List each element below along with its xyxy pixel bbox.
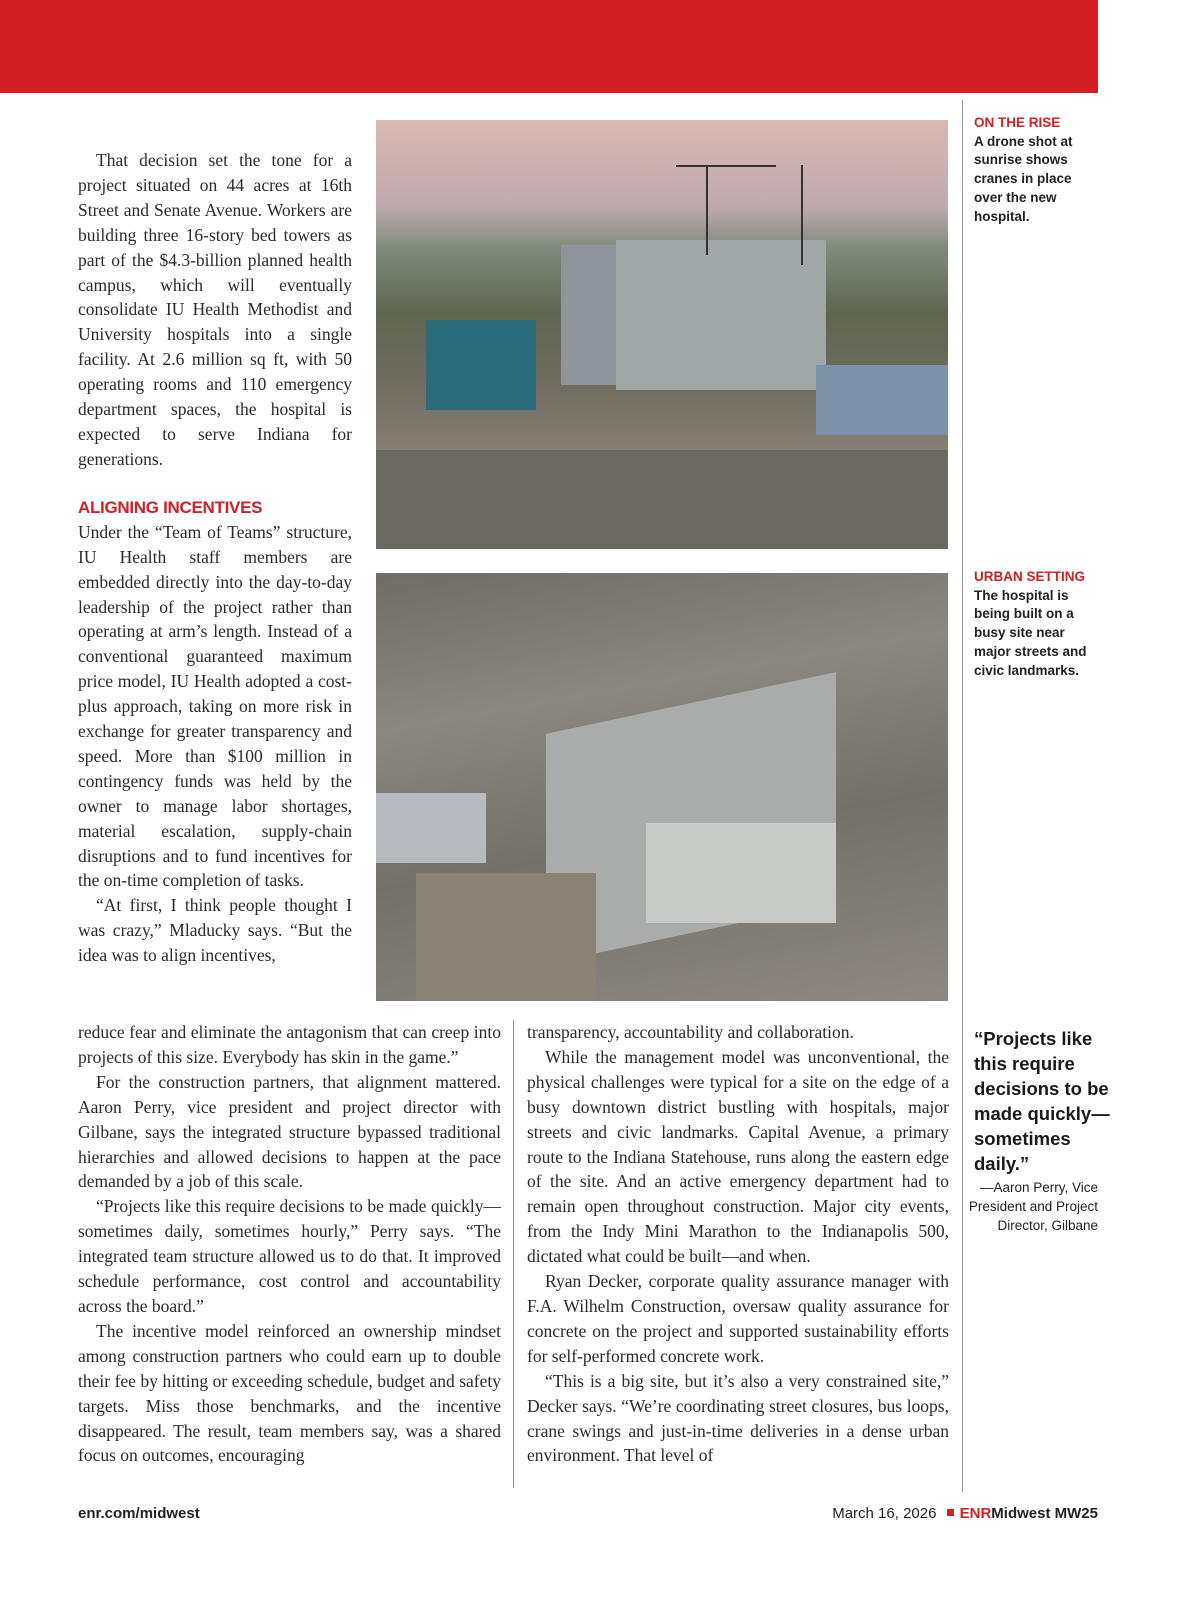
caption-kicker: ON THE RISE — [974, 115, 1061, 130]
pull-quote-box — [968, 1026, 1110, 1235]
caption-on-the-rise — [974, 114, 1098, 226]
footer-date: March 16, 2026 — [832, 1505, 937, 1522]
caption-urban-setting — [974, 568, 1098, 680]
body-paragraph: “This is a big site, but it’s also a very constrained site,” Decker says. “We’re coordinating street closures, bus loops, crane swings and just-in-time deliveries in a dense urban environment. That level of — [527, 1370, 949, 1466]
header-band — [0, 0, 1098, 93]
article-column-left — [78, 1020, 501, 1468]
caption-kicker: URBAN SETTING — [974, 569, 1085, 584]
caption-text: A drone shot at sunrise shows cranes in place over the new hospital. — [974, 133, 1073, 224]
sidebar-divider — [962, 100, 963, 1492]
body-paragraph: Ryan Decker, corporate quality assurance manager with F.A. Wilhelm Construction, oversaw quality assurance for concrete on the project and supported sustainability efforts for self-performed concrete work. — [527, 1271, 949, 1366]
caption-text: The hospital is being built on a busy site near major streets and civic landmarks. — [974, 587, 1087, 678]
footer-url: enr.com/midwest — [78, 1505, 200, 1522]
body-paragraph: reduce fear and eliminate the antagonism that can creep into projects of this size. Everybody has skin in the game.” — [78, 1022, 501, 1067]
article-column-narrow — [78, 148, 352, 1020]
footer — [78, 1504, 1098, 1524]
footer-page-number: MW25 — [1054, 1505, 1098, 1522]
footer-brand-enr: ENR — [959, 1505, 992, 1522]
body-paragraph: transparency, accountability and collaboration. — [527, 1022, 854, 1042]
article-column-right — [513, 1020, 949, 1488]
body-paragraph: “Projects like this require decisions to be made quickly—sometimes daily, sometimes hourly,” Perry says. “The integrated team structure allowed us to do that. It improved schedule performance, cost control and accountability across the board.” — [78, 1196, 501, 1316]
section-heading: ALIGNING INCENTIVES — [78, 497, 263, 517]
body-paragraph: Under the “Team of Teams” structure, IU Health staff members are embedded directly into the day-to-day leadership of the project rather than operating at arm’s length. Instead of a conventional guaranteed maximum price model, IU Health adopted a cost-plus approach, taking on more risk in exchange for greater transparency and speed. More than $100 million in contingency funds was held by the owner to manage labor shortages, material escalation, supply-chain disruptions and to fund incentives for the on-time completion of tasks. — [78, 521, 352, 891]
body-paragraph: While the management model was unconventional, the physical challenges were typical for a site on the edge of a busy downtown district bustling with hospitals, major streets and civic landmarks. Capital Avenue, a primary route to the Indiana Statehouse, runs along the eastern edge of the site. And an active emergency department had to remain open throughout construction. Major city events, from the Indy Mini Marathon to the Indianapolis 500, dictated what could be built—and when. — [527, 1046, 949, 1267]
footer-brand-midwest: Midwest — [991, 1505, 1051, 1522]
pull-quote: “Projects like this require decisions to be made quickly—sometimes daily.” — [974, 1028, 1110, 1174]
square-bullet-icon — [947, 1509, 954, 1516]
body-paragraph: For the construction partners, that alignment mattered. Aaron Perry, vice president and project director with Gilbane, says the integrated structure bypassed traditional hierarchies and allowed decisions to happen at the pace demanded by a job of this scale. — [78, 1071, 501, 1192]
article-flow — [78, 148, 1098, 1524]
footer-folio — [832, 1504, 1098, 1524]
body-paragraph: That decision set the tone for a project situated on 44 acres at 16th Street and Senate Avenue. Workers are building three 16-story bed towers as part of the $4.3-billion planned health campus, which will eventually consolidate IU Health Methodist and University hospitals into a single facility. At 2.6 million sq ft, with 50 operating rooms and 110 emergency department spaces, the hospital is expected to serve Indiana for generations. — [78, 150, 352, 469]
article-columns — [78, 1020, 949, 1488]
pull-quote-attribution: —Aaron Perry, Vice President and Project Director, Gilbane — [968, 1180, 1098, 1233]
body-paragraph: “At first, I think people thought I was crazy,” Mladucky says. “But the idea was to align incentives, — [78, 895, 352, 966]
body-paragraph: The incentive model reinforced an ownership mindset among construction partners who could earn up to double their fee by hitting or exceeding schedule, budget and safety targets. Miss those benchmarks, and the incentive disappeared. The result, team members say, was a shared focus on outcomes, encouraging — [78, 1320, 501, 1466]
